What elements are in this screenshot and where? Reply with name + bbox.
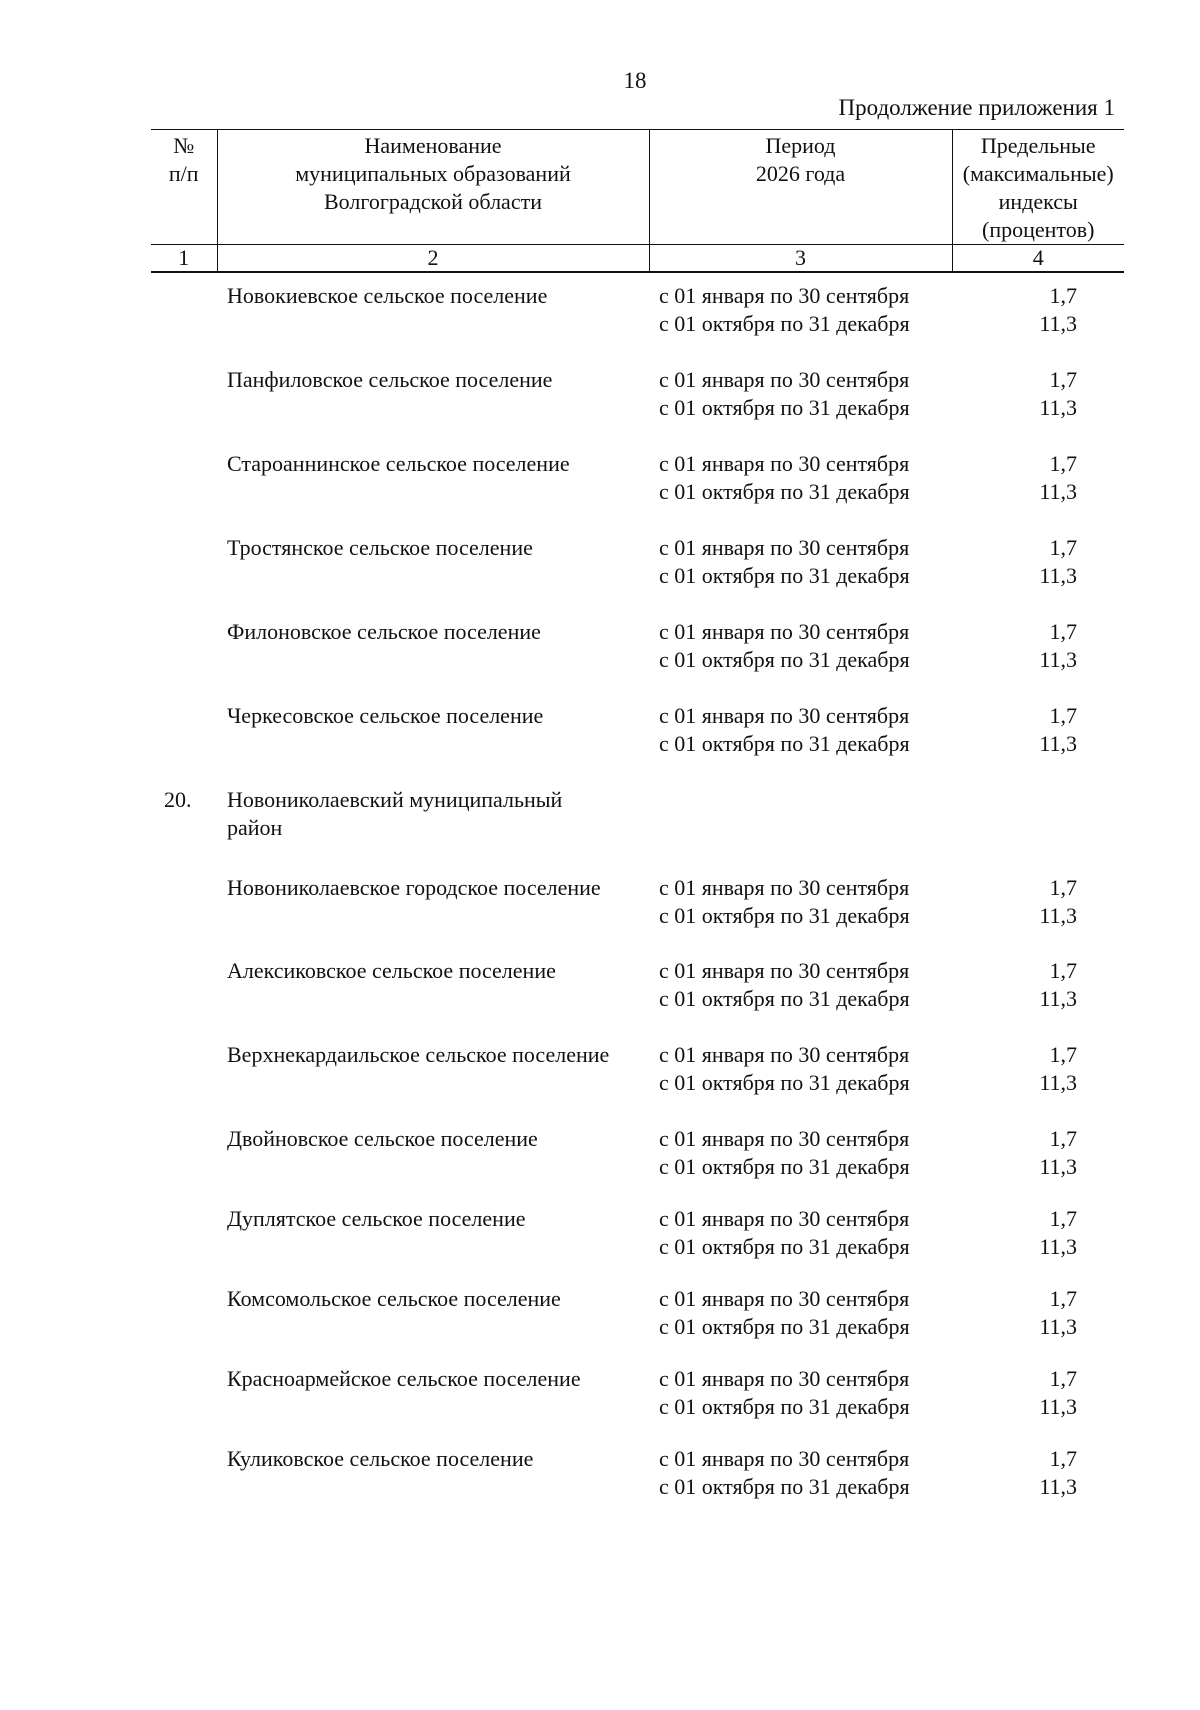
period-line: с 01 октября по 31 декабря — [659, 731, 910, 756]
municipality-name: Тростянское сельское поселение — [227, 535, 533, 560]
index-cell — [957, 366, 1077, 422]
period-line: с 01 января по 30 сентября — [659, 535, 910, 560]
index-value: 1,7 — [1049, 875, 1077, 900]
period-line: с 01 января по 30 сентября — [659, 367, 910, 392]
index-value: 1,7 — [1049, 1042, 1077, 1067]
header-period: Период 2026 года — [649, 130, 952, 245]
municipality-name: Верхнекардаильское сельское поселение — [227, 1042, 610, 1067]
index-cell — [957, 450, 1077, 506]
header-municipality: Наименование муниципальных образований Волгоградской области — [217, 130, 649, 245]
index-cell — [957, 702, 1077, 758]
index-value: 11,3 — [1039, 479, 1077, 504]
index-value: 1,7 — [1049, 1286, 1077, 1311]
municipality-name: Двойновское сельское поселение — [227, 1126, 538, 1151]
index-value: 1,7 — [1049, 367, 1077, 392]
index-cell — [957, 874, 1077, 930]
index-cell — [957, 282, 1077, 338]
index-value: 11,3 — [1039, 986, 1077, 1011]
municipality-name: Новокиевское сельское поселение — [227, 283, 548, 308]
index-cell — [957, 534, 1077, 590]
period-line: с 01 октября по 31 декабря — [659, 1474, 910, 1499]
period-cell — [659, 1365, 949, 1421]
period-line: с 01 октября по 31 декабря — [659, 1314, 910, 1339]
index-cell — [957, 618, 1077, 674]
period-cell — [659, 1125, 949, 1181]
index-value: 11,3 — [1039, 395, 1077, 420]
period-cell — [659, 874, 949, 930]
period-line: с 01 января по 30 сентября — [659, 1042, 910, 1067]
period-line: с 01 января по 30 сентября — [659, 1126, 910, 1151]
period-cell — [659, 1041, 949, 1097]
period-line: с 01 октября по 31 декабря — [659, 1154, 910, 1179]
page-number: 18 — [623, 68, 647, 93]
period-cell — [659, 1285, 949, 1341]
period-line: с 01 октября по 31 декабря — [659, 395, 910, 420]
period-line: с 01 января по 30 сентября — [659, 958, 910, 983]
period-cell — [659, 366, 949, 422]
index-value: 11,3 — [1039, 311, 1077, 336]
period-cell — [659, 957, 949, 1013]
row-number: 20. — [164, 787, 192, 812]
index-value: 11,3 — [1039, 731, 1077, 756]
period-cell — [659, 618, 949, 674]
period-line: с 01 октября по 31 декабря — [659, 986, 910, 1011]
period-line: с 01 октября по 31 декабря — [659, 647, 910, 672]
index-cell — [957, 1041, 1077, 1097]
period-cell — [659, 534, 949, 590]
index-value: 11,3 — [1039, 1314, 1077, 1339]
period-line: с 01 января по 30 сентября — [659, 1206, 910, 1231]
municipality-name: Староаннинское сельское поселение — [227, 451, 570, 476]
index-value: 1,7 — [1049, 958, 1077, 983]
column-number-4: 4 — [952, 245, 1124, 273]
period-line: с 01 января по 30 сентября — [659, 875, 910, 900]
header-number: № п/п — [151, 130, 217, 245]
index-cell — [957, 1365, 1077, 1421]
column-number-1: 1 — [151, 245, 217, 273]
period-line: с 01 октября по 31 декабря — [659, 1394, 910, 1419]
index-cell — [957, 957, 1077, 1013]
index-value: 11,3 — [1039, 1394, 1077, 1419]
index-value: 11,3 — [1039, 1474, 1077, 1499]
index-cell — [957, 1285, 1077, 1341]
period-line: с 01 января по 30 сентября — [659, 1286, 910, 1311]
index-value: 1,7 — [1049, 1206, 1077, 1231]
index-cell — [957, 1125, 1077, 1181]
index-value: 1,7 — [1049, 283, 1077, 308]
index-value: 1,7 — [1049, 451, 1077, 476]
period-line: с 01 октября по 31 декабря — [659, 903, 910, 928]
index-value: 11,3 — [1039, 1070, 1077, 1095]
period-line: с 01 октября по 31 декабря — [659, 311, 910, 336]
period-line: с 01 января по 30 сентября — [659, 451, 910, 476]
municipality-name: Красноармейское сельское поселение — [227, 1366, 581, 1391]
period-cell — [659, 450, 949, 506]
municipality-name: Куликовское сельское поселение — [227, 1446, 534, 1471]
index-value: 11,3 — [1039, 563, 1077, 588]
municipality-name: Алексиковское сельское поселение — [227, 958, 556, 983]
municipality-name: Новониколаевский муниципальный район — [227, 787, 563, 840]
index-cell — [957, 1205, 1077, 1261]
municipality-name: Черкесовское сельское поселение — [227, 703, 544, 728]
municipality-name: Дуплятское сельское поселение — [227, 1206, 526, 1231]
period-line: с 01 января по 30 сентября — [659, 1366, 910, 1391]
municipality-name: Филоновское сельское поселение — [227, 619, 541, 644]
index-value: 1,7 — [1049, 703, 1077, 728]
column-number-2: 2 — [217, 245, 649, 273]
period-line: с 01 октября по 31 декабря — [659, 563, 910, 588]
column-number-3: 3 — [649, 245, 952, 273]
index-value: 11,3 — [1039, 647, 1077, 672]
period-cell — [659, 702, 949, 758]
header-index: Предельные (максимальные) индексы (процентов) — [952, 130, 1124, 245]
period-line: с 01 января по 30 сентября — [659, 619, 910, 644]
index-value: 1,7 — [1049, 1366, 1077, 1391]
period-line: с 01 января по 30 сентября — [659, 283, 910, 308]
index-value: 1,7 — [1049, 1446, 1077, 1471]
municipality-name: Комсомольское сельское поселение — [227, 1286, 561, 1311]
index-value: 1,7 — [1049, 619, 1077, 644]
period-cell — [659, 1445, 949, 1501]
period-cell — [659, 282, 949, 338]
period-line: с 01 октября по 31 декабря — [659, 1070, 910, 1095]
period-cell — [659, 1205, 949, 1261]
index-cell — [957, 1445, 1077, 1501]
period-line: с 01 октября по 31 декабря — [659, 479, 910, 504]
index-value: 1,7 — [1049, 535, 1077, 560]
index-value: 11,3 — [1039, 903, 1077, 928]
index-value: 1,7 — [1049, 1126, 1077, 1151]
period-line: с 01 января по 30 сентября — [659, 1446, 910, 1471]
index-value: 11,3 — [1039, 1154, 1077, 1179]
municipality-name: Панфиловское сельское поселение — [227, 367, 553, 392]
municipality-name: Новониколаевское городское поселение — [227, 875, 601, 900]
period-line: с 01 января по 30 сентября — [659, 703, 910, 728]
period-line: с 01 октября по 31 декабря — [659, 1234, 910, 1259]
continuation-note: Продолжение приложения 1 — [838, 95, 1115, 120]
index-value: 11,3 — [1039, 1234, 1077, 1259]
